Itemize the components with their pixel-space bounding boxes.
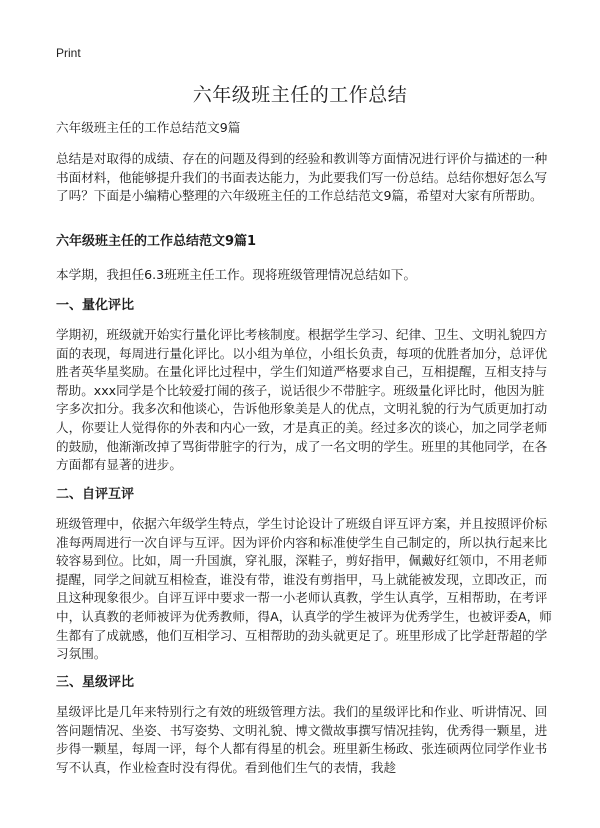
print-link[interactable]: Print — [56, 46, 81, 60]
section-body-star-rating: 星级评比是几年来特别行之有效的班级管理方法。我们的星级评比和作业、听讲情况、回答问题情况、坐姿、书写姿势、文明礼貌、博文微故事撰写情况挂钩，优秀得一颗星，进步得一颗星，每周一评，每个人都有得星的机会。班里新生杨政、张连硕两位同学作业书写不认真，作业检查时没有得优。看到他们生气的表情，我趁 — [56, 704, 548, 775]
section-heading-star-rating: 三、星级评比 — [56, 675, 135, 690]
intro-paragraph: 总结是对取得的成绩、存在的问题及得到的经验和教训等方面情况进行评价与描述的一种书面材料，他能够提升我们的书面表达能力，为此要我们写一份总结。总结你想好怎么写了吗？下面是小编精心整理的六年级班主任的工作总结范文9篇，希望对大家有所帮助。 — [56, 151, 548, 204]
section-heading-quantified-rating: 一、量化评比 — [56, 298, 135, 313]
essay-heading: 六年级班主任的工作总结范文9篇1 — [56, 234, 257, 249]
document-subtitle: 六年级班主任的工作总结范文9篇 — [56, 120, 241, 135]
section-body-quantified-rating: 学期初，班级就开始实行量化评比考核制度。根据学生学习、纪律、卫生、文明礼貌四方面的表现，每周进行量化评比。以小组为单位，小组长负责，每项的优胜者加分，总评优胜者英华星奖励。在量化评比过程中，学生们知道严格要求自己，互相提醒，互相支持与帮助。xxx同学是个比较爱打闹的孩子，说话很少不带脏字。班级量化评比时，他因为脏字多次扣分。我多次和他谈心，告诉他形象美是人的优点，文明礼貌的行为气质更加打动人，你要让人觉得你的外表和内心一致，才是真正的美。经过多次的谈心，加之同学老师的鼓励，他渐渐改掉了骂街带脏字的行为，成了一名文明的学生。班里的其他同学，在各方面都有显著的进步。 — [56, 327, 548, 473]
semester-paragraph: 本学期，我担任6.3班班主任工作。现将班级管理情况总结如下。 — [56, 267, 417, 282]
section-heading-self-peer-review: 二、自评互评 — [56, 487, 135, 502]
page-title: 六年级班主任的工作总结 — [192, 84, 408, 106]
section-body-self-peer-review: 班级管理中，依据六年级学生特点，学生讨论设计了班级自评互评方案，并且按照评价标准每两周进行一次自评与互评。因为评价内容和标准使学生自己制定的，所以执行起来比较容易到位。比如，周一升国旗，穿礼服，深鞋子，剪好指甲，佩戴好红领巾，不用老师提醒，同学之间就互相检查，谁没有带，谁没有剪指甲，马上就能被发现，立即改正，而且这种现象很少。自评互评中要求一帮一小老师认真教，学生认真学，互相帮助，在考评中，认真教的老师被评为优秀教师，得A，认真学的学生被评为优秀学生，也被评委A，师生都有了成就感，他们互相学习、互相帮助的劲头就更足了。班里形成了比学赶帮超的学习氛围。 — [56, 516, 552, 662]
